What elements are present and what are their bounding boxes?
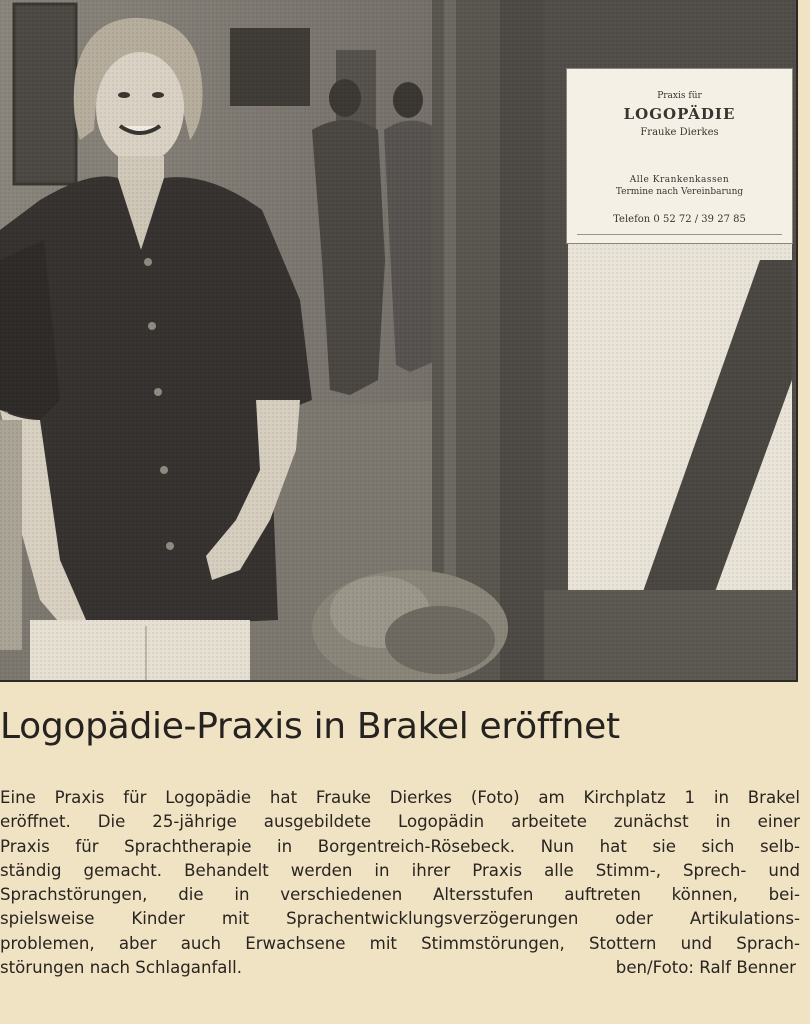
practice-sign: [566, 68, 793, 244]
sign-line-telefon: Telefon 0 52 72 / 39 27 85: [613, 214, 746, 225]
article-line: problemen, aber auch Erwachsene mit Stimmstörungen, Stottern und Sprach-: [0, 933, 800, 953]
article-line: Eine Praxis für Logopädie hat Frauke Dierkes (Foto) am Kirchplatz 1 in Brakel: [0, 788, 800, 807]
article-last-line-row: [0, 956, 800, 980]
article-line: störungen nach Schlaganfall.: [0, 958, 242, 978]
photo-credit: ben/Foto: Ralf Benner: [615, 958, 796, 978]
article-line: spielsweise Kinder mit Sprachentwicklungsverzögerungen oder Artikulations-: [0, 909, 800, 929]
article-headline: Logopädie-Praxis in Brakel eröffnet: [0, 706, 620, 747]
article-line: ständig gemacht. Behandelt werden in ihrer Praxis alle Stimm-, Sprech- und: [0, 860, 800, 880]
sign-divider: [577, 234, 782, 235]
article-line: Sprachstörungen, die in verschiedenen Altersstufen auftreten können, bei-: [0, 885, 800, 905]
sign-line-logopaedie: LOGOPÄDIE: [623, 105, 736, 123]
sign-line-kassen: Alle Krankenkassen: [629, 175, 730, 185]
article-line: eröffnet. Die 25-jährige ausgebildete Logopädin arbeitete zunächst in einer: [0, 812, 800, 832]
sign-line-name: Frauke Dierkes: [640, 127, 719, 138]
article-body: [0, 786, 800, 980]
sign-line-termine: Termine nach Vereinbarung: [615, 187, 744, 197]
article-line: Praxis für Sprachtherapie in Borgentreich-Rösebeck. Nun hat sie sich selb-: [0, 836, 800, 856]
sign-line-praxis: Praxis für: [657, 91, 702, 101]
